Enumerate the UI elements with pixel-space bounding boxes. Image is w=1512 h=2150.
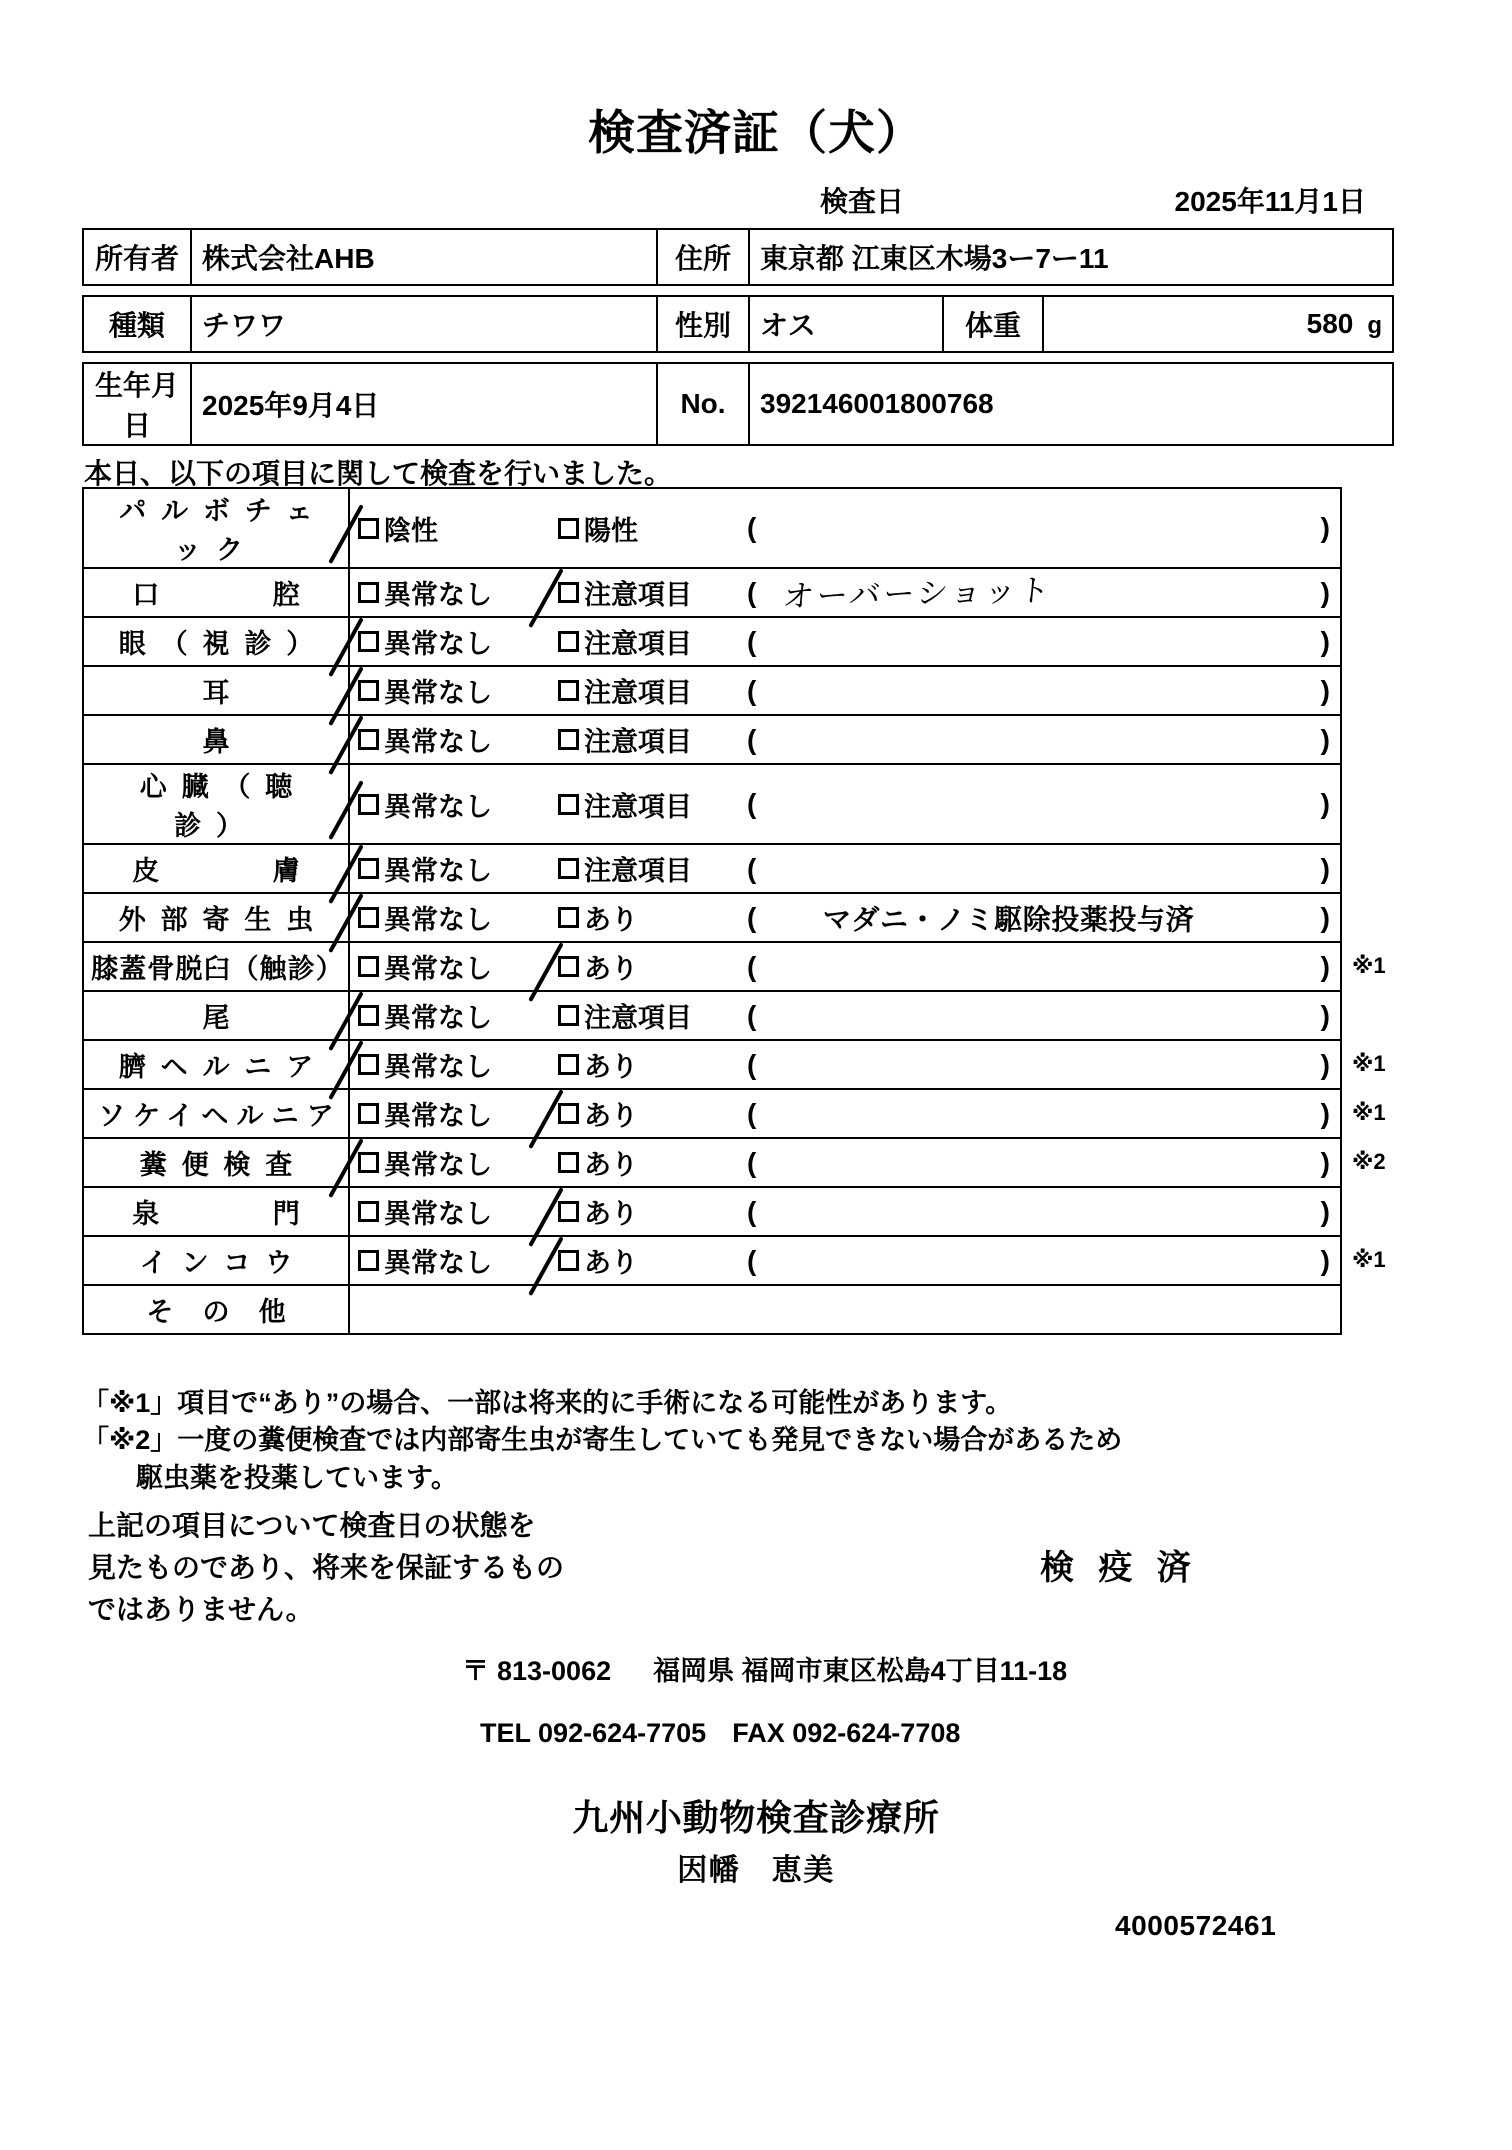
checkbox-option-label: 注意項目	[584, 1003, 692, 1033]
owner-label: 所有者	[83, 229, 191, 285]
table-row	[83, 568, 1341, 617]
checklist-item-label: そ の 他	[83, 1285, 349, 1334]
veterinarian-name: 因幡 恵美	[677, 1854, 835, 1887]
note-paren-close: )	[1320, 1097, 1330, 1129]
checkbox-icon[interactable]	[558, 907, 579, 928]
checkbox-checked-icon[interactable]	[558, 1201, 579, 1222]
table-row	[83, 1040, 1341, 1089]
table-row	[83, 488, 1341, 568]
checkbox-icon[interactable]	[358, 1250, 379, 1271]
checkbox-icon[interactable]	[358, 1103, 379, 1124]
checkbox-option-1[interactable]	[350, 1094, 558, 1133]
checklist-item-label: 泉 門	[83, 1187, 349, 1236]
checkbox-option-1[interactable]	[350, 622, 558, 661]
checkbox-icon[interactable]	[558, 794, 579, 815]
checklist-item-label: 臍ヘルニア	[83, 1040, 349, 1089]
checkbox-option-1[interactable]	[350, 671, 558, 710]
checkbox-icon[interactable]	[358, 956, 379, 977]
footnote-marker: ※1	[1352, 1100, 1386, 1125]
checklist-options-cell	[349, 942, 1341, 991]
checkbox-option-1[interactable]	[350, 1143, 558, 1182]
checkbox-checked-icon[interactable]	[558, 1250, 579, 1271]
checkbox-icon[interactable]	[358, 582, 379, 603]
note-paren-close: )	[1320, 1244, 1330, 1276]
clinic-address-text: 福岡県 福岡市東区松島4丁目11-18	[653, 1656, 1068, 1686]
table-row	[83, 1285, 1341, 1334]
checkbox-option-label: 注意項目	[584, 856, 692, 886]
quarantine-stamp: 検 疫 済	[1040, 1549, 1199, 1587]
checkbox-option-2[interactable]	[558, 1192, 733, 1231]
sex-label: 性別	[657, 296, 749, 352]
checkbox-checked-icon[interactable]	[558, 1103, 579, 1124]
checkbox-option-label: あり	[584, 1101, 638, 1131]
checkbox-option-label: 注意項目	[584, 678, 692, 708]
note-paren-close: )	[1320, 674, 1330, 706]
checkbox-option-1[interactable]	[350, 996, 558, 1035]
checklist-options-cell	[349, 1089, 1341, 1138]
weight-unit: g	[1367, 312, 1383, 339]
checkbox-option-1[interactable]	[350, 720, 558, 759]
fax-number: 092-624-7708	[792, 1718, 961, 1748]
table-row	[83, 715, 1341, 764]
animal-info-table	[82, 228, 1394, 446]
table-row	[83, 1236, 1341, 1285]
table-row	[83, 617, 1341, 666]
row-spacer	[83, 352, 1393, 363]
checklist-options-cell	[349, 991, 1341, 1040]
note-paren-open: (	[747, 852, 757, 884]
table-row-owner	[83, 229, 1393, 285]
checkbox-option-2[interactable]	[558, 947, 733, 986]
number-label: No.	[657, 363, 749, 445]
note-paren-open: (	[747, 1048, 757, 1080]
number-value: 392146001800768	[749, 363, 1393, 445]
checkbox-option-label: 陽性	[584, 515, 638, 546]
table-row	[83, 942, 1341, 991]
checklist-options-cell	[349, 488, 1341, 568]
table-row	[83, 666, 1341, 715]
postal-mark-icon: 〒	[462, 1656, 489, 1686]
note-paren-close: )	[1320, 723, 1330, 755]
table-row	[83, 991, 1341, 1040]
checkbox-icon[interactable]	[558, 729, 579, 750]
checkbox-icon[interactable]	[558, 1005, 579, 1026]
intro-sentence: 本日、以下の項目に関して検査を行いました。	[84, 458, 673, 489]
checkbox-checked-icon[interactable]	[358, 518, 379, 539]
checklist-options-cell	[349, 764, 1341, 844]
note-paren-close: )	[1320, 852, 1330, 884]
checkbox-option-label: 異常なし	[384, 629, 492, 659]
checkbox-option-1[interactable]	[350, 1045, 558, 1084]
checkbox-option-2[interactable]	[558, 849, 733, 888]
checkbox-checked-icon[interactable]	[358, 1152, 379, 1173]
checklist-item-label: 糞便検査	[83, 1138, 349, 1187]
footnotes	[82, 1385, 1122, 1497]
checklist-note-field[interactable]	[756, 898, 1320, 938]
note-paren-close: )	[1320, 901, 1330, 933]
checkbox-option-label: あり	[584, 1052, 638, 1082]
table-row-birthdate	[83, 363, 1393, 445]
checkbox-option-label: 異常なし	[384, 905, 492, 935]
note-paren-open: (	[747, 625, 757, 657]
fax-label: FAX	[732, 1718, 785, 1748]
checklist-options-cell	[349, 1040, 1341, 1089]
sex-value: オス	[749, 296, 943, 352]
table-row	[83, 764, 1341, 844]
checkbox-option-1[interactable]	[350, 898, 558, 937]
checkbox-checked-icon[interactable]	[358, 794, 379, 815]
address-label: 住所	[657, 229, 749, 285]
checklist-item-label: 膝蓋骨脱臼（触診）	[83, 942, 349, 991]
checklist-item-label: 耳	[83, 666, 349, 715]
checkbox-option-2[interactable]	[558, 1094, 733, 1133]
checklist-item-label: 尾	[83, 991, 349, 1040]
note-paren-open: (	[747, 723, 757, 755]
checkbox-option-label: 異常なし	[384, 856, 492, 886]
checkbox-icon[interactable]	[558, 518, 579, 539]
breed-value: チワワ	[191, 296, 657, 352]
checklist-item-label: ソケイヘルニア	[83, 1089, 349, 1138]
checkbox-option-1[interactable]	[350, 785, 558, 824]
checkbox-option-1[interactable]	[350, 947, 558, 986]
checklist-item-label: 眼（視診）	[83, 617, 349, 666]
checklist-options-cell	[349, 1236, 1341, 1285]
page-title: 検査済証（犬）	[588, 106, 924, 159]
footnote-marker: ※1	[1352, 1247, 1386, 1272]
checkbox-checked-icon[interactable]	[358, 1005, 379, 1026]
checkbox-option-label: 異常なし	[384, 791, 492, 822]
footnote-2-line2: 駆虫薬を投薬しています。	[136, 1462, 458, 1493]
birthdate-label: 生年月日	[83, 363, 191, 445]
note-paren-close: )	[1320, 999, 1330, 1031]
checkbox-option-label: 異常なし	[384, 1150, 492, 1180]
note-paren-open: (	[747, 576, 757, 608]
checkbox-option-1[interactable]	[350, 509, 558, 548]
checkbox-icon[interactable]	[358, 1201, 379, 1222]
document-id: 4000572461	[1115, 1910, 1277, 1941]
checkbox-option-1[interactable]	[350, 849, 558, 888]
note-paren-close: )	[1320, 950, 1330, 982]
inspection-date-value: 2025年11月1日	[1174, 186, 1366, 217]
checkbox-option-1[interactable]	[350, 1241, 558, 1280]
checklist-options-cell	[349, 1138, 1341, 1187]
note-paren-open: (	[747, 1195, 757, 1227]
birthdate-value: 2025年9月4日	[191, 363, 657, 445]
checkbox-checked-icon[interactable]	[358, 907, 379, 928]
footnote-1: 「※1」項目で“あり”の場合、一部は将来的に手術になる可能性があります。	[82, 1388, 1013, 1418]
checkbox-option-label: 注意項目	[584, 727, 692, 757]
note-paren-close: )	[1320, 625, 1330, 657]
checkbox-icon[interactable]	[558, 1152, 579, 1173]
note-paren-open: (	[747, 1244, 757, 1276]
checkbox-option-1[interactable]	[350, 1192, 558, 1231]
checkbox-checked-icon[interactable]	[358, 680, 379, 701]
checklist-note-field[interactable]	[756, 570, 1320, 615]
checkbox-option-label: 異常なし	[384, 1248, 492, 1278]
disclaimer-text	[88, 1505, 564, 1631]
checkbox-option-label: 異常なし	[384, 1199, 492, 1229]
checkbox-option-label: 異常なし	[384, 1052, 492, 1082]
checklist-item-label: インコウ	[83, 1236, 349, 1285]
note-paren-open: (	[747, 901, 757, 933]
footnote-marker: ※2	[1352, 1149, 1386, 1174]
note-paren-open: (	[747, 950, 757, 982]
checkbox-icon[interactable]	[558, 858, 579, 879]
owner-value: 株式会社AHB	[191, 229, 657, 285]
checkbox-option-label: あり	[584, 954, 638, 984]
checkbox-option-2[interactable]	[558, 622, 733, 661]
note-paren-open: (	[747, 788, 757, 819]
footnote-marker: ※1	[1352, 953, 1386, 978]
checkbox-checked-icon[interactable]	[358, 858, 379, 879]
checkbox-option-label: あり	[584, 1248, 638, 1278]
clinic-name: 九州小動物検査診療所	[572, 1797, 940, 1838]
checklist-item-label: 口 腔	[83, 568, 349, 617]
disclaimer-line-1: 上記の項目について検査日の状態を	[88, 1510, 536, 1541]
checklist-item-label: 心臓（聴診）	[83, 764, 349, 844]
checkbox-option-2[interactable]	[558, 898, 733, 937]
table-row	[83, 1138, 1341, 1187]
table-row	[83, 1089, 1341, 1138]
checklist-options-cell	[349, 893, 1341, 942]
note-paren-close: )	[1320, 512, 1330, 543]
disclaimer-line-2: 見たものであり、将来を保証するもの	[88, 1552, 565, 1583]
checkbox-option-2[interactable]	[558, 509, 733, 548]
checkbox-icon[interactable]	[558, 680, 579, 701]
checklist-options-cell	[349, 1187, 1341, 1236]
weight-value-cell	[1043, 296, 1393, 352]
checkbox-option-2[interactable]	[558, 720, 733, 759]
note-paren-close: )	[1320, 576, 1330, 608]
footnote-marker: ※1	[1352, 1051, 1386, 1076]
checkbox-option-label: 異常なし	[384, 1101, 492, 1131]
checkbox-option-label: 注意項目	[584, 629, 692, 659]
weight-label: 体重	[943, 296, 1043, 352]
note-paren-close: )	[1320, 1195, 1330, 1227]
checkbox-checked-icon[interactable]	[558, 956, 579, 977]
checkbox-option-2[interactable]	[558, 1143, 733, 1182]
checkbox-option-label: あり	[584, 1199, 638, 1229]
checkbox-option-label: あり	[584, 905, 638, 935]
inspection-date	[820, 180, 1380, 220]
printed-note: マダニ・ノミ駆除投薬投与済	[822, 903, 1195, 935]
checklist-options-cell	[349, 1285, 1341, 1334]
row-spacer	[83, 285, 1393, 296]
checkbox-option-label: 注意項目	[584, 791, 692, 822]
checklist-options-cell	[349, 666, 1341, 715]
note-paren-close: )	[1320, 788, 1330, 819]
checklist-item-label: 皮 膚	[83, 844, 349, 893]
note-paren-open: (	[747, 1146, 757, 1178]
note-paren-open: (	[747, 1097, 757, 1129]
checkbox-option-label: 異常なし	[384, 580, 492, 610]
clinic-address	[462, 1649, 1067, 1688]
checkbox-checked-icon[interactable]	[358, 631, 379, 652]
checkbox-option-label: 異常なし	[384, 678, 492, 708]
checkbox-option-2[interactable]	[558, 573, 733, 612]
checklist-options-cell	[349, 715, 1341, 764]
inspection-date-label: 検査日	[820, 186, 905, 217]
checkbox-checked-icon[interactable]	[358, 729, 379, 750]
tel-label: TEL	[480, 1718, 531, 1748]
checkbox-option-2[interactable]	[558, 1241, 733, 1280]
checkbox-option-label: 異常なし	[384, 954, 492, 984]
checklist-options-cell	[349, 844, 1341, 893]
checklist-options-cell	[349, 617, 1341, 666]
checklist-item-label: パルボチェック	[83, 488, 349, 568]
note-paren-close: )	[1320, 1146, 1330, 1178]
checklist-options-cell	[349, 568, 1341, 617]
checkbox-option-2[interactable]	[558, 671, 733, 710]
table-row-breed	[83, 296, 1393, 352]
note-paren-open: (	[747, 674, 757, 706]
inspection-checklist-table	[82, 487, 1342, 1335]
checkbox-option-2[interactable]	[558, 996, 733, 1035]
checkbox-option-label: あり	[584, 1150, 638, 1180]
checkbox-checked-icon[interactable]	[558, 582, 579, 603]
checkbox-icon[interactable]	[558, 1054, 579, 1075]
note-paren-open: (	[747, 512, 757, 543]
address-value: 東京都 江東区木場3ー7ー11	[749, 229, 1393, 285]
tel-number: 092-624-7705	[538, 1718, 707, 1748]
checklist-item-label: 鼻	[83, 715, 349, 764]
checkbox-option-2[interactable]	[558, 1045, 733, 1084]
checkbox-option-2[interactable]	[558, 785, 733, 824]
checkbox-checked-icon[interactable]	[358, 1054, 379, 1075]
clinic-contact	[480, 1718, 960, 1749]
checkbox-option-label: 異常なし	[384, 727, 492, 757]
checkbox-option-label: 異常なし	[384, 1003, 492, 1033]
breed-label: 種類	[83, 296, 191, 352]
weight-value: 580	[1306, 308, 1354, 339]
handwritten-note: オーバーショット	[781, 572, 1055, 616]
clinic-zip: 813-0062	[497, 1656, 612, 1686]
table-row	[83, 844, 1341, 893]
table-row	[83, 1187, 1341, 1236]
note-paren-open: (	[747, 999, 757, 1031]
checklist-item-label: 外部寄生虫	[83, 893, 349, 942]
checkbox-option-1[interactable]	[350, 573, 558, 612]
footnote-2-line1: 「※2」一度の糞便検査では内部寄生虫が寄生していても発見できない場合があるため	[82, 1425, 1123, 1456]
checkbox-option-label: 注意項目	[584, 580, 692, 610]
disclaimer-line-3: ではありません。	[88, 1594, 314, 1625]
table-row	[83, 893, 1341, 942]
checkbox-option-label: 陰性	[384, 515, 438, 546]
checkbox-icon[interactable]	[558, 631, 579, 652]
note-paren-close: )	[1320, 1048, 1330, 1080]
